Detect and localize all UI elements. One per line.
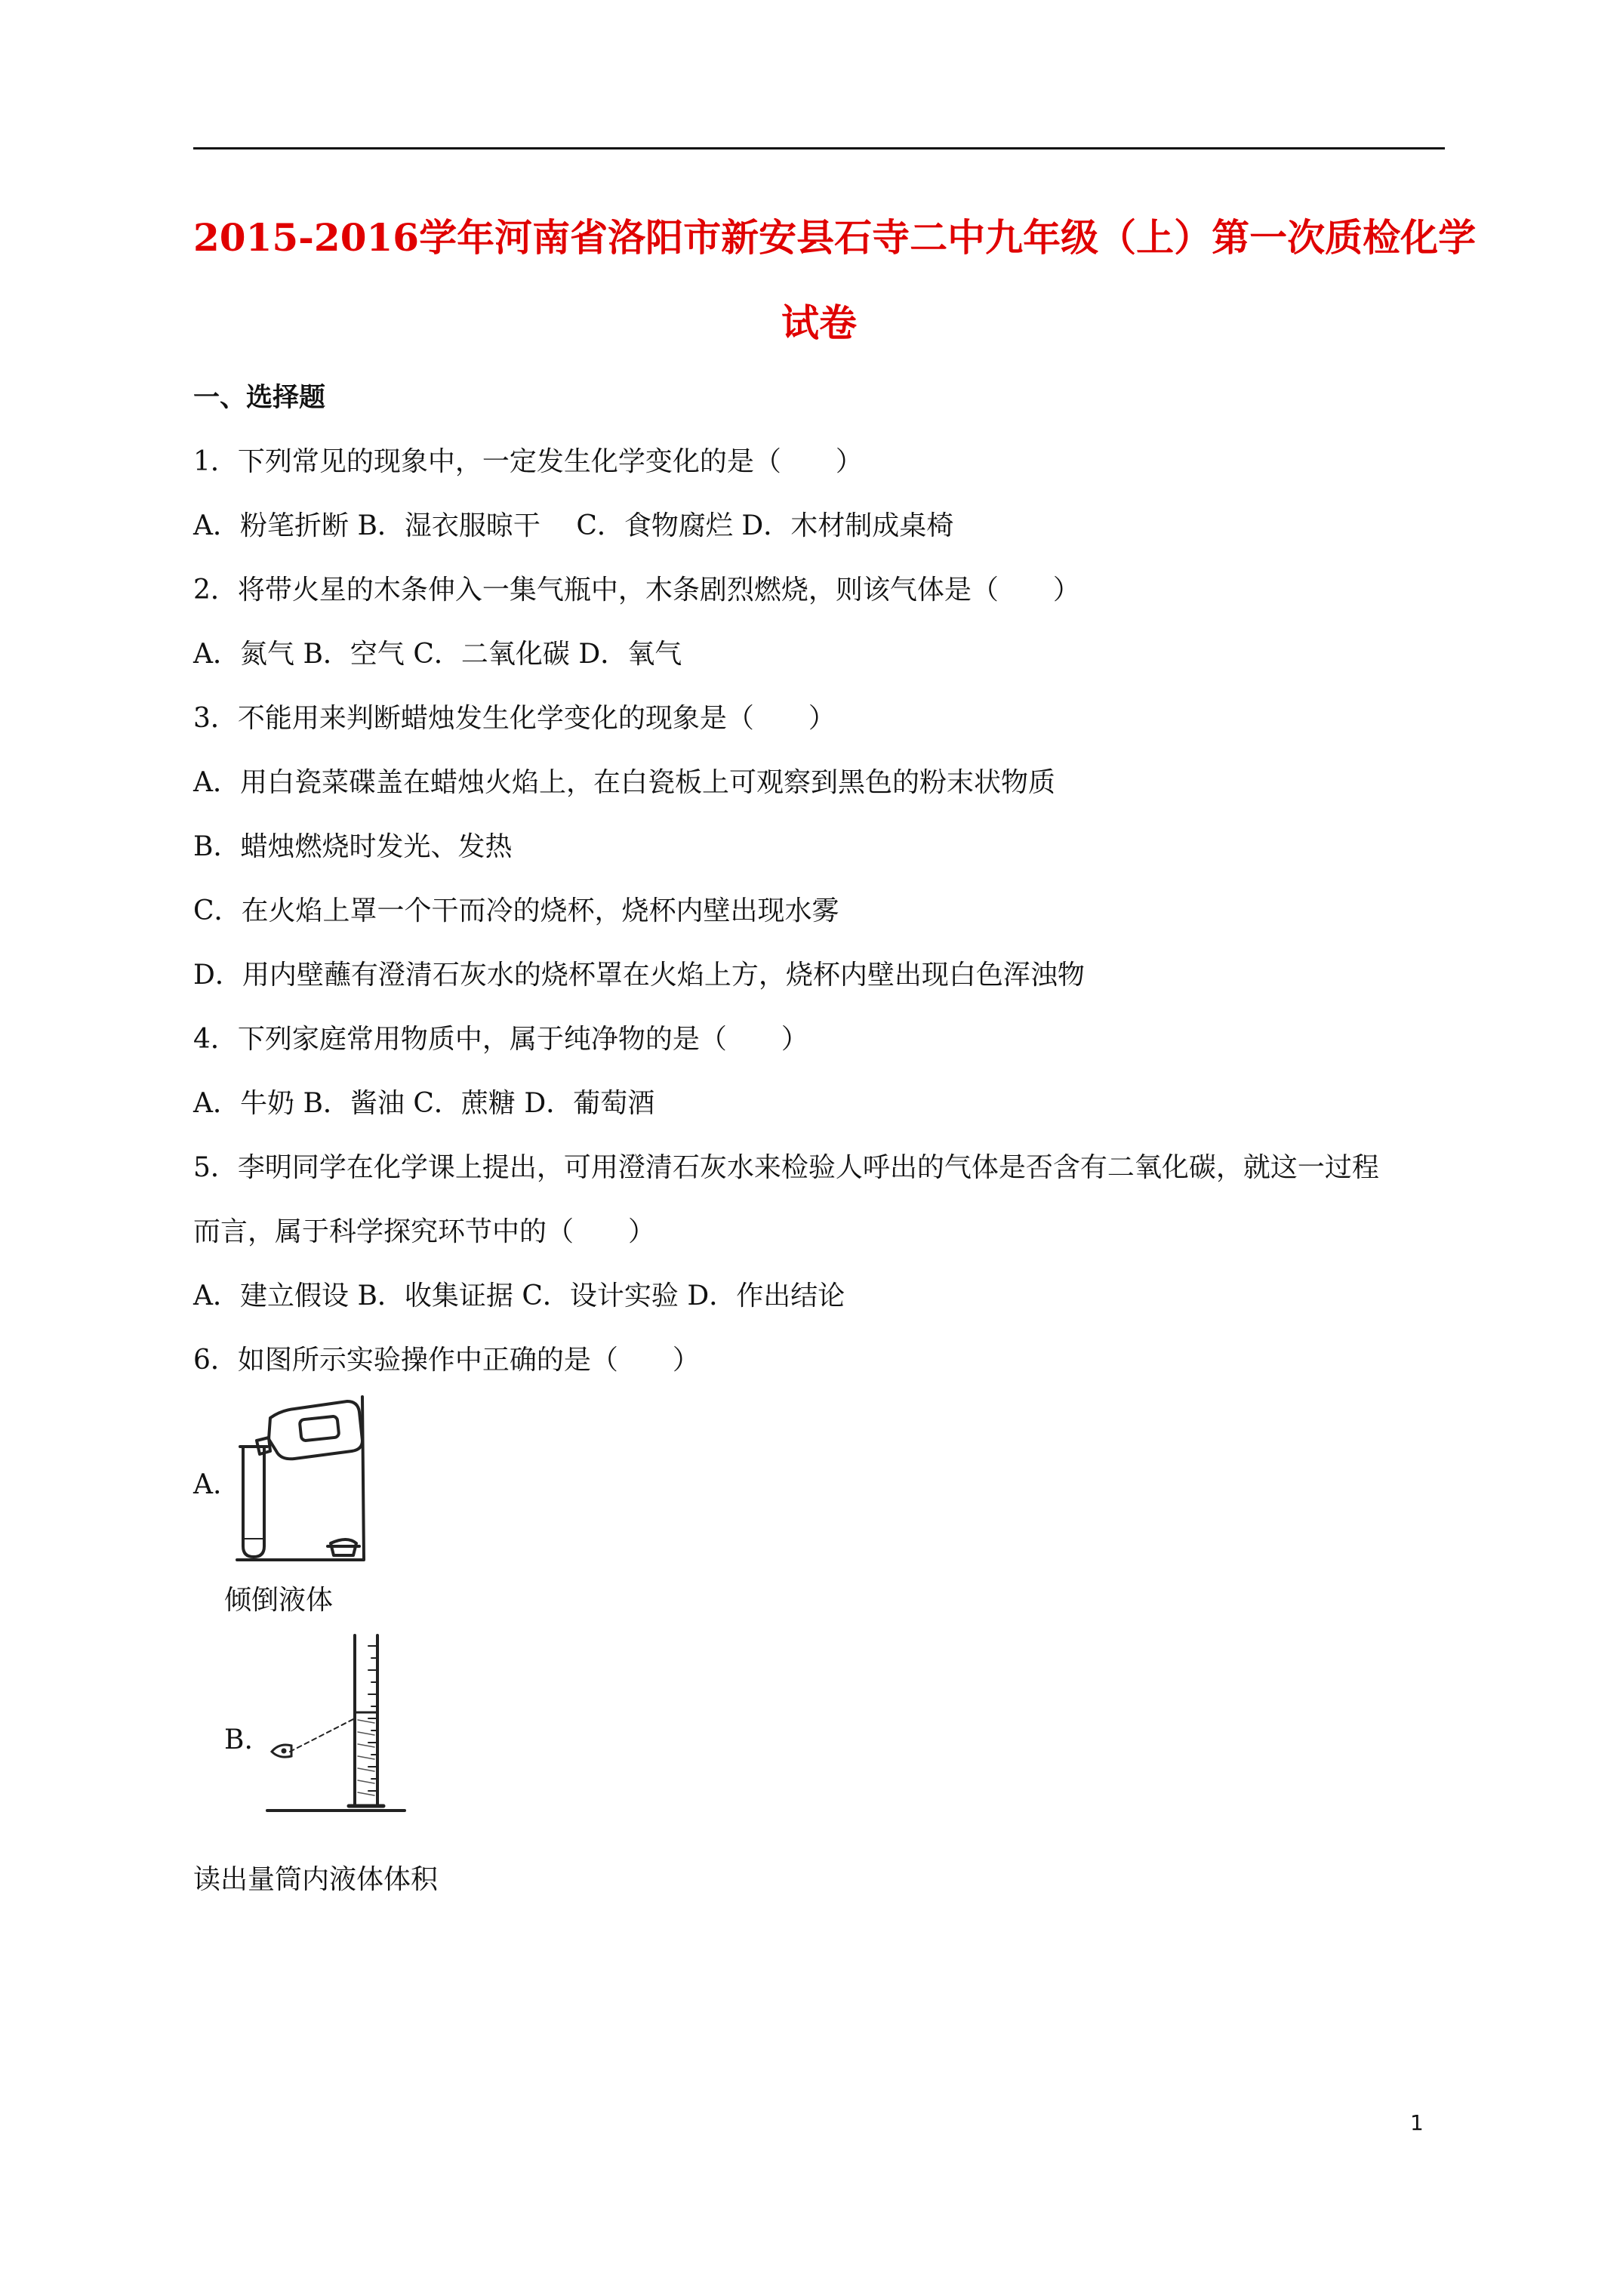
question-2-stem: 2．将带火星的木条伸入一集气瓶中，木条剧烈燃烧，则该气体是（ ） [193,575,1080,606]
exam-title-line1: 2015-2016学年河南省洛阳市新安县石寺二中九年级（上）第一次质检化学 [193,215,1477,260]
figure-b-letter: B. [224,1724,253,1755]
question-4-stem: 4．下列家庭常用物质中，属于纯净物的是（ ） [193,1024,808,1055]
question-3-option-c: C．在火焰上罩一个干而冷的烧杯，烧杯内壁出现水雾 [193,895,839,926]
question-6-stem: 6．如图所示实验操作中正确的是（ ） [193,1345,700,1376]
pouring-liquid-icon [234,1395,370,1561]
figure-a-letter: A. [193,1469,222,1500]
question-3-option-a: A．用白瓷菜碟盖在蜡烛火焰上，在白瓷板上可观察到黑色的粉末状物质 [193,767,1055,798]
figure-b-caption: 读出量筒内液体体积 [193,1864,439,1895]
figure-a-caption: 倾倒液体 [224,1585,334,1616]
question-1-stem: 1．下列常见的现象中，一定发生化学变化的是（ ） [193,446,863,477]
header-rule [193,147,1445,149]
question-1-options: A．粉笔折断 B．湿衣服晾干 C．食物腐烂 D．木材制成桌椅 [193,510,954,541]
question-3-stem: 3．不能用来判断蜡烛发生化学变化的现象是（ ） [193,703,836,734]
graduated-cylinder-reading-icon [264,1631,408,1816]
question-3-option-d: D．用内壁蘸有澄清石灰水的烧杯罩在火焰上方，烧杯内壁出现白色浑浊物 [193,960,1085,991]
question-5-options: A．建立假设 B．收集证据 C．设计实验 D．作出结论 [193,1281,845,1311]
section-heading: 一、选择题 [193,382,326,413]
exam-title-line2: 试卷 [781,300,857,345]
page-number: 1 [1410,2110,1424,2135]
question-2-options: A．氮气 B．空气 C．二氧化碳 D．氧气 [193,639,682,670]
question-3-option-b: B．蜡烛燃烧时发光、发热 [193,831,513,862]
question-5-stem-line2: 而言，属于科学探究环节中的（ ） [193,1216,656,1247]
question-5-stem-line1: 5．李明同学在化学课上提出，可用澄清石灰水来检验人呼出的气体是否含有二氧化碳，就这一过程 [193,1152,1379,1183]
question-4-options: A．牛奶 B．酱油 C．蔗糖 D．葡萄酒 [193,1088,655,1119]
